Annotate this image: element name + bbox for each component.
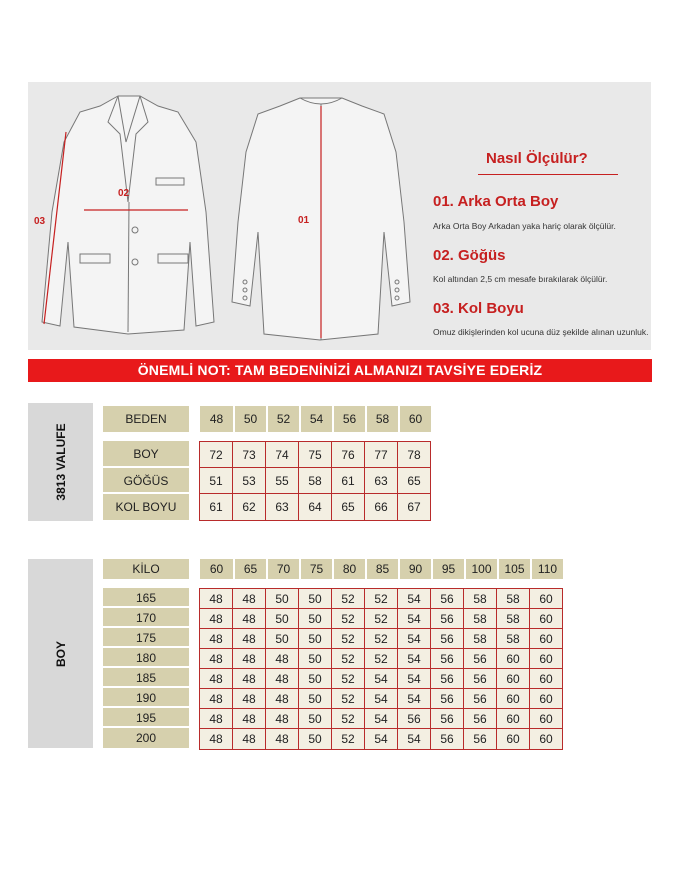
row-label: 185 (103, 668, 189, 688)
sleeve-mark: 03 (34, 216, 46, 227)
table-cell: 58 (497, 609, 530, 629)
table-cell: 63 (365, 468, 398, 494)
row-label: 195 (103, 708, 189, 728)
table-cell: 56 (464, 669, 497, 689)
table-cell: 48 (266, 729, 299, 749)
table-cell: 50 (299, 629, 332, 649)
table-cell: 48 (233, 589, 266, 609)
back-length-mark: 01 (298, 215, 310, 226)
table-cell: 50 (299, 609, 332, 629)
table-cell: 66 (365, 494, 398, 520)
table-cell: 56 (431, 689, 464, 709)
table-cell: 60 (530, 629, 562, 649)
weight-header-row (200, 559, 563, 579)
table-cell: 73 (233, 442, 266, 468)
table-cell: 60 (497, 729, 530, 749)
table-cell: 50 (299, 729, 332, 749)
table-cell: 48 (233, 669, 266, 689)
table-cell: 61 (200, 494, 233, 520)
step-1-desc: Arka Orta Boy Arkadan yaka hariç olarak ölçülür. (433, 221, 616, 231)
table-row (200, 609, 562, 629)
table-row (200, 649, 562, 669)
size-header-cell: 58 (365, 406, 398, 432)
table-cell: 52 (365, 629, 398, 649)
row-label: 175 (103, 628, 189, 648)
height-weight-grid (199, 588, 563, 750)
table-cell: 54 (398, 609, 431, 629)
table-cell: 52 (365, 589, 398, 609)
table-cell: 54 (365, 689, 398, 709)
row-label: 170 (103, 608, 189, 628)
table-cell: 56 (431, 609, 464, 629)
table-cell: 52 (332, 729, 365, 749)
table-cell: 60 (530, 669, 562, 689)
size-header-row (200, 406, 431, 432)
table-row (200, 709, 562, 729)
table-cell: 50 (266, 589, 299, 609)
table-cell: 56 (464, 729, 497, 749)
table-cell: 60 (497, 709, 530, 729)
table-cell: 76 (332, 442, 365, 468)
size-header-cell: 52 (266, 406, 299, 432)
weight-header-label: KİLO (103, 559, 189, 579)
table-cell: 56 (464, 649, 497, 669)
table-cell: 56 (431, 669, 464, 689)
size-header-cell: 48 (200, 406, 233, 432)
step-1-title: 01. Arka Orta Boy (433, 193, 559, 210)
table-cell: 60 (530, 609, 562, 629)
model-side-label (28, 403, 93, 521)
size-measure-grid (199, 441, 431, 521)
table-cell: 48 (266, 689, 299, 709)
table-cell: 48 (233, 609, 266, 629)
weight-header-cell: 95 (431, 559, 464, 579)
table-cell: 61 (332, 468, 365, 494)
table-cell: 56 (464, 689, 497, 709)
table-cell: 60 (530, 729, 562, 749)
step-2-title: 02. Göğüs (433, 247, 506, 264)
table-cell: 54 (398, 629, 431, 649)
table-cell: 60 (497, 689, 530, 709)
table-cell: 62 (233, 494, 266, 520)
size-header-label: BEDEN (103, 406, 189, 432)
chest-mark: 02 (118, 188, 130, 199)
table-cell: 52 (365, 609, 398, 629)
table-cell: 48 (233, 709, 266, 729)
table-cell: 48 (233, 629, 266, 649)
height-label-text: BOY (53, 640, 68, 667)
table-cell: 52 (332, 689, 365, 709)
measurement-guide-banner (28, 82, 651, 350)
weight-header-cell: 75 (299, 559, 332, 579)
table-cell: 48 (233, 729, 266, 749)
table-row (200, 589, 562, 609)
table-cell: 56 (431, 729, 464, 749)
table-cell: 63 (266, 494, 299, 520)
table-cell: 50 (266, 629, 299, 649)
step-3-desc: Omuz dikişlerinden kol ucuna düz şekilde alınan uzunluk. (433, 327, 649, 337)
table-cell: 60 (530, 649, 562, 669)
table-cell: 54 (365, 709, 398, 729)
table-cell: 48 (266, 669, 299, 689)
table-cell: 77 (365, 442, 398, 468)
table-cell: 48 (200, 729, 233, 749)
table-cell: 67 (398, 494, 430, 520)
table-cell: 50 (299, 669, 332, 689)
table-cell: 48 (200, 629, 233, 649)
table-cell: 52 (332, 649, 365, 669)
height-side-label (28, 559, 93, 748)
table-cell: 58 (464, 609, 497, 629)
table-cell: 60 (530, 709, 562, 729)
weight-header-cell: 70 (266, 559, 299, 579)
weight-header-cell: 80 (332, 559, 365, 579)
table-cell: 75 (299, 442, 332, 468)
important-note: ÖNEMLİ NOT: TAM BEDENİNİZİ ALMANIZI TAVSİYE EDERİZ (28, 359, 652, 382)
table-cell: 54 (365, 729, 398, 749)
table-cell: 56 (431, 649, 464, 669)
size-header-cell: 50 (233, 406, 266, 432)
table-cell: 54 (398, 689, 431, 709)
title-underline (478, 174, 618, 175)
table-cell: 78 (398, 442, 430, 468)
measure-label-column (103, 441, 189, 520)
table-row (200, 729, 562, 749)
weight-header-cell: 90 (398, 559, 431, 579)
row-label: BOY (103, 441, 189, 468)
row-label: GÖĞÜS (103, 468, 189, 494)
table-cell: 52 (332, 629, 365, 649)
table-cell: 72 (200, 442, 233, 468)
table-cell: 60 (497, 669, 530, 689)
table-cell: 58 (464, 589, 497, 609)
table-cell: 50 (299, 689, 332, 709)
table-cell: 60 (530, 589, 562, 609)
row-label: 200 (135, 731, 157, 745)
table-cell: 52 (332, 669, 365, 689)
weight-header-cell: 100 (464, 559, 497, 579)
table-cell: 54 (398, 729, 431, 749)
table-cell: 58 (299, 468, 332, 494)
table-cell: 48 (200, 649, 233, 669)
weight-header-cell: 85 (365, 559, 398, 579)
table-cell: 52 (332, 589, 365, 609)
table-cell: 56 (431, 709, 464, 729)
size-header-cell: 56 (332, 406, 365, 432)
table-row (200, 629, 562, 649)
weight-header-cell: 60 (200, 559, 233, 579)
size-header-cell: 54 (299, 406, 332, 432)
table-cell: 48 (266, 709, 299, 729)
table-cell: 65 (398, 468, 430, 494)
table-cell: 55 (266, 468, 299, 494)
table-cell: 48 (233, 689, 266, 709)
row-label: KOL BOYU (115, 500, 177, 514)
table-cell: 58 (497, 629, 530, 649)
model-label-text: 3813 VALUFE (53, 423, 68, 501)
table-cell: 54 (365, 669, 398, 689)
table-cell: 48 (200, 709, 233, 729)
row-label: 190 (103, 688, 189, 708)
table-cell: 52 (365, 649, 398, 669)
step-2-desc: Kol altından 2,5 cm mesafe bırakılarak ölçülür. (433, 274, 608, 284)
table-row (200, 468, 430, 494)
weight-header-cell: 65 (233, 559, 266, 579)
table-cell: 64 (299, 494, 332, 520)
table-cell: 54 (398, 669, 431, 689)
table-cell: 56 (431, 589, 464, 609)
step-3-title: 03. Kol Boyu (433, 300, 524, 317)
table-row (200, 669, 562, 689)
table-cell: 50 (299, 589, 332, 609)
table-cell: 50 (299, 709, 332, 729)
table-cell: 50 (266, 609, 299, 629)
table-cell: 58 (497, 589, 530, 609)
table-row (200, 442, 430, 468)
table-cell: 58 (464, 629, 497, 649)
table-cell: 48 (266, 649, 299, 669)
table-cell: 52 (332, 709, 365, 729)
table-cell: 56 (398, 709, 431, 729)
table-cell: 51 (200, 468, 233, 494)
weight-header-cell: 110 (530, 559, 563, 579)
table-cell: 52 (332, 609, 365, 629)
table-cell: 48 (200, 669, 233, 689)
weight-header-cell: 105 (497, 559, 530, 579)
table-cell: 74 (266, 442, 299, 468)
row-label: 165 (103, 588, 189, 608)
table-cell: 56 (431, 629, 464, 649)
table-cell: 48 (200, 589, 233, 609)
table-row (200, 494, 430, 520)
how-to-measure-title: Nasıl Ölçülür? (486, 150, 588, 167)
table-cell: 50 (299, 649, 332, 669)
row-label: 180 (103, 648, 189, 668)
table-cell: 48 (233, 649, 266, 669)
table-cell: 60 (497, 649, 530, 669)
height-label-column (103, 588, 189, 748)
table-cell: 54 (398, 649, 431, 669)
jacket-illustration (28, 82, 651, 350)
table-cell: 48 (200, 609, 233, 629)
size-header-cell: 60 (398, 406, 431, 432)
table-row (200, 689, 562, 709)
table-cell: 54 (398, 589, 431, 609)
table-cell: 65 (332, 494, 365, 520)
table-cell: 56 (464, 709, 497, 729)
table-cell: 53 (233, 468, 266, 494)
table-cell: 60 (530, 689, 562, 709)
table-cell: 48 (200, 689, 233, 709)
